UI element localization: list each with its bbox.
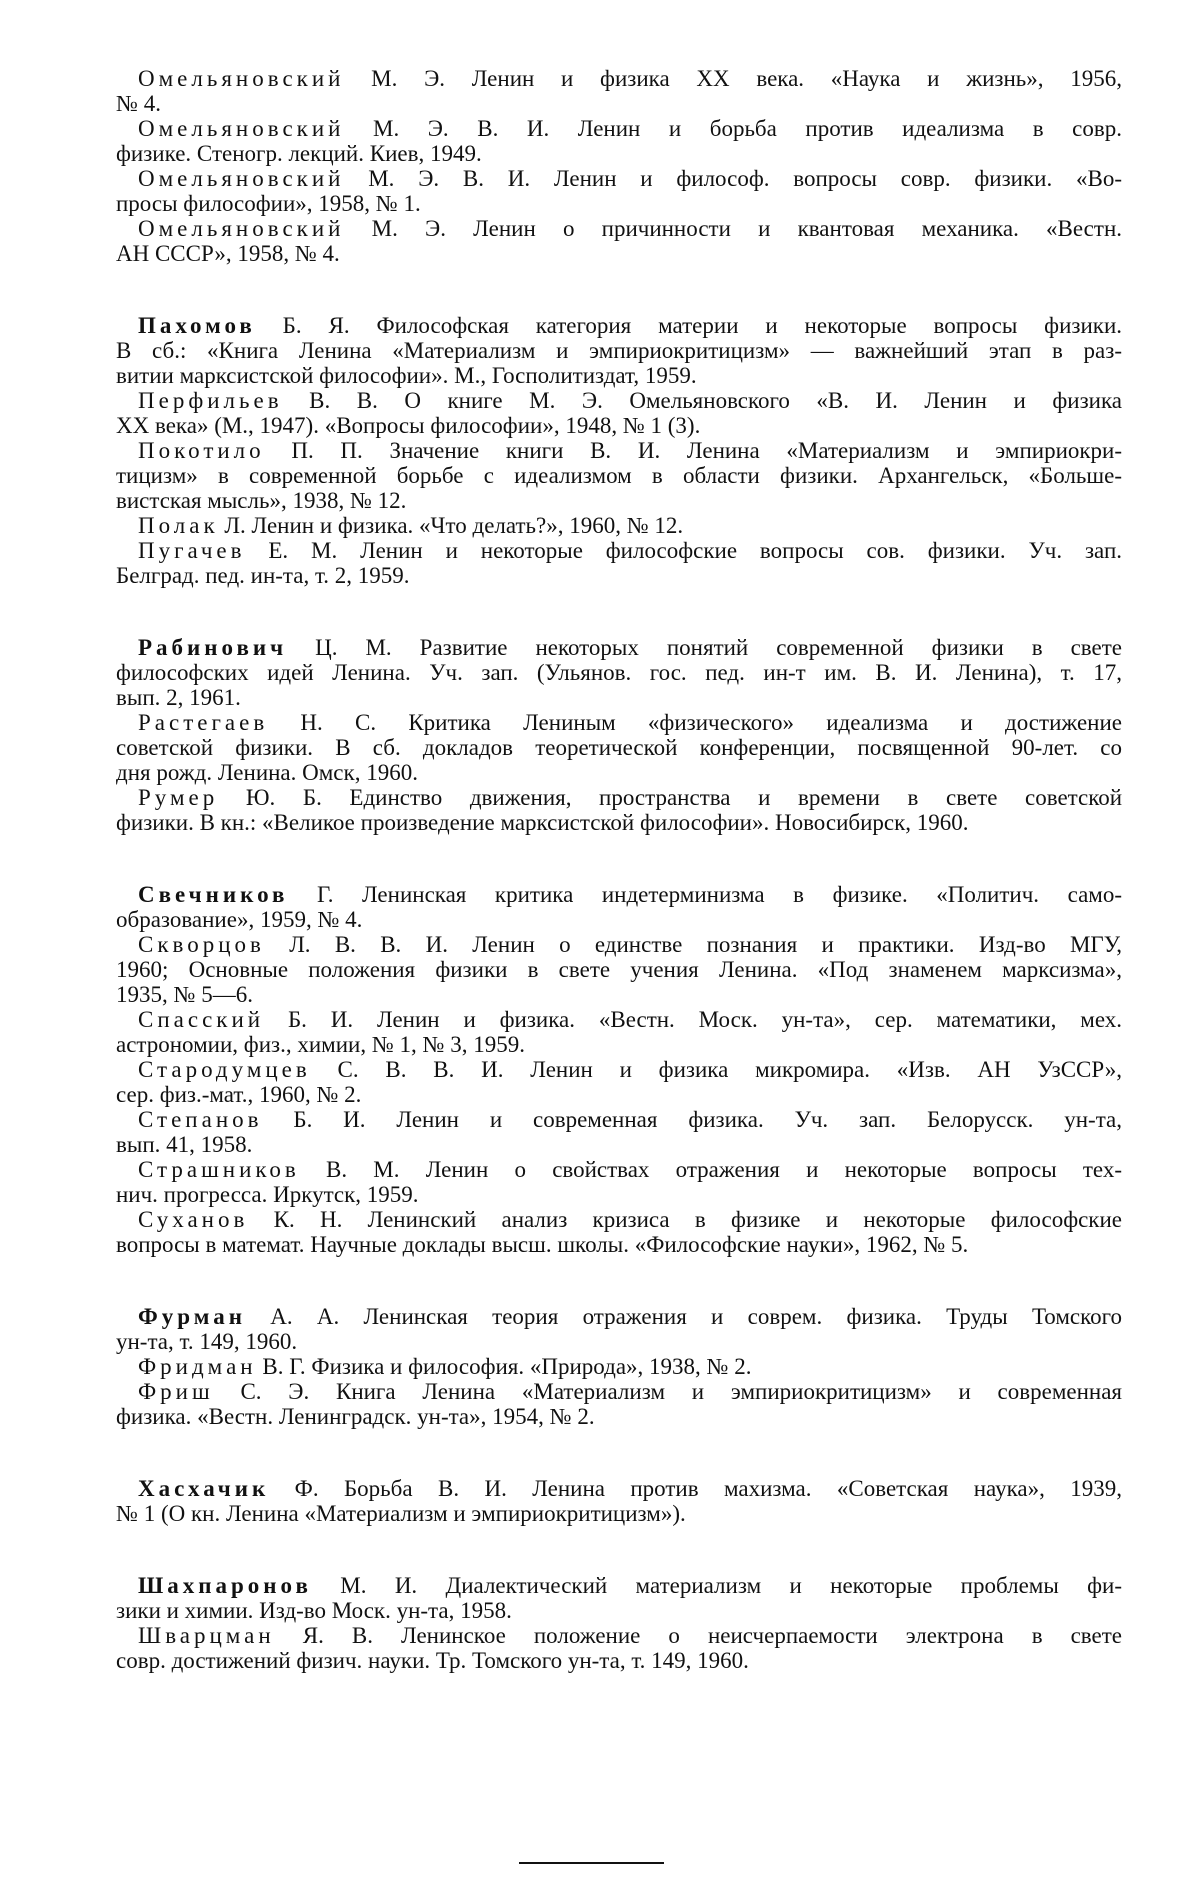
entry-text: Б. Я. Философская категория материи и некоторые вопросы физики. [282, 313, 1122, 338]
bibliography-entry [116, 438, 1122, 513]
entry-text: М. И. Диалектический материализм и некоторые проблемы фи- [340, 1573, 1122, 1598]
entry-text: № 1 (О кн. Ленина «Материализм и эмпириокритицизм»). [116, 1501, 686, 1526]
entry-text: Ф. Борьба В. И. Ленина против махизма. «Советская наука», 1939, [294, 1476, 1122, 1501]
bibliography-entry [116, 932, 1122, 1007]
entry-text: дня рожд. Ленина. Омск, 1960. [116, 760, 418, 785]
entry-text: Ц. М. Развитие некоторых понятий современной физики в свете [315, 635, 1122, 660]
entry-author: Омельяновский [138, 166, 345, 191]
bibliography-entry [116, 66, 1122, 116]
entry-continuation-line [116, 735, 1122, 760]
entry-text: 1960; Основные положения физики в свете учения Ленина. «Под знаменем марксизма», [116, 957, 1122, 982]
bibliography-entry [116, 1107, 1122, 1157]
entry-continuation-line [116, 241, 1122, 266]
entry-author: Фриш [138, 1379, 214, 1404]
entry-text: витии марксистской философии». М., Госполитиздат, 1959. [116, 363, 697, 388]
entry-text: Б. И. Ленин и физика. «Вестн. Моск. ун-та», сер. математики, мех. [287, 1007, 1122, 1032]
entry-author: Спасский [138, 1007, 265, 1032]
entry-first-line [138, 1057, 1122, 1082]
entry-continuation-line [116, 660, 1122, 685]
entry-text: просы философии», 1958, № 1. [116, 191, 421, 216]
bibliography-entry [116, 313, 1122, 388]
entry-text: Л. В. В. И. Ленин о единстве познания и практики. Изд-во МГУ, [289, 932, 1122, 957]
entry-continuation-line [116, 1648, 1122, 1673]
entry-text: К. Н. Ленинский анализ кризиса в физике и некоторые философские [273, 1207, 1122, 1232]
bibliography-entry [116, 1207, 1122, 1257]
entry-first-line [138, 1379, 1122, 1404]
entry-author: Хасхачик [138, 1476, 270, 1501]
bibliography-entry [116, 1623, 1122, 1673]
entry-first-line [138, 438, 1122, 463]
entry-author: Степанов [138, 1107, 263, 1132]
entry-first-line [138, 710, 1122, 735]
entry-continuation-line [116, 957, 1122, 982]
entry-author: Шахпаронов [138, 1573, 312, 1598]
entry-continuation-line [116, 1232, 1122, 1257]
entry-continuation-line [116, 810, 1122, 835]
entry-author: Рабинович [138, 635, 288, 660]
entry-text: Л. Ленин и физика. «Что делать?», 1960, № 12. [224, 513, 684, 538]
entry-continuation-line [116, 463, 1122, 488]
entry-text: физика. «Вестн. Ленинградск. ун-та», 1954, № 2. [116, 1404, 595, 1429]
bibliography-entry [116, 388, 1122, 438]
entry-author: Омельяновский [138, 66, 345, 91]
entry-text: 1935, № 5—6. [116, 982, 253, 1007]
entry-continuation-line [116, 413, 1122, 438]
entry-continuation-line [116, 1032, 1122, 1057]
bibliography-entry [138, 513, 1122, 538]
end-rule [519, 1862, 664, 1864]
bibliography-entry [116, 710, 1122, 785]
entry-text: АН СССР», 1958, № 4. [116, 241, 340, 266]
entry-continuation-line [116, 1082, 1122, 1107]
entry-author: Полак [138, 513, 219, 538]
entry-continuation-line [116, 91, 1122, 116]
entry-text: XX века» (М., 1947). «Вопросы философии», 1948, № 1 (3). [116, 413, 701, 438]
entry-author: Пахомов [138, 313, 256, 338]
entry-first-line [138, 1157, 1122, 1182]
entry-continuation-line [116, 1501, 1122, 1526]
entry-author: Фридман [138, 1354, 257, 1379]
bibliography-entry [116, 1573, 1122, 1623]
entry-text: зики и химии. Изд-во Моск. ун-та, 1958. [116, 1598, 512, 1623]
entry-author: Омельяновский [138, 116, 345, 141]
entry-continuation-line [116, 760, 1122, 785]
bibliography-entry [116, 1379, 1122, 1429]
entry-first-line [138, 116, 1122, 141]
entry-text: М. Э. В. И. Ленин и борьба против идеализма в совр. [373, 116, 1122, 141]
bibliography-entry [116, 1057, 1122, 1107]
bibliography-letter-group [116, 1573, 1122, 1673]
entry-first-line [138, 1354, 1122, 1379]
entry-text: физики. В кн.: «Великое произведение марксистской философии». Новосибирск, 1960. [116, 810, 969, 835]
entry-continuation-line [116, 1132, 1122, 1157]
entry-text: № 4. [116, 91, 161, 116]
bibliography-entry [116, 538, 1122, 588]
entry-continuation-line [116, 338, 1122, 363]
entry-continuation-line [116, 1329, 1122, 1354]
bibliography-letter-group [116, 882, 1122, 1257]
entry-text: Н. С. Критика Лениным «физического» идеализма и достижение [300, 710, 1122, 735]
entry-text: нич. прогресса. Иркутск, 1959. [116, 1182, 419, 1207]
entry-first-line [138, 882, 1122, 907]
entry-text: вопросы в математ. Научные доклады высш. школы. «Философские науки», 1962, № 5. [116, 1232, 969, 1257]
entry-text: П. П. Значение книги В. И. Ленина «Материализм и эмпириокри- [291, 438, 1122, 463]
entry-continuation-line [116, 563, 1122, 588]
entry-continuation-line [116, 1598, 1122, 1623]
entry-text: сер. физ.-мат., 1960, № 2. [116, 1082, 362, 1107]
bibliography-entry [116, 1304, 1122, 1354]
entry-author: Покотило [138, 438, 265, 463]
entry-author: Пугачев [138, 538, 246, 563]
entry-text: А. А. Ленинская теория отражения и соврем. физика. Труды Томского [270, 1304, 1122, 1329]
entry-first-line [138, 785, 1122, 810]
entry-continuation-line [116, 363, 1122, 388]
entry-continuation-line [116, 982, 1122, 1007]
entry-text: Белград. пед. ин-та, т. 2, 1959. [116, 563, 410, 588]
entry-author: Румер [138, 785, 219, 810]
entry-text: советской физики. В сб. докладов теоретической конференции, посвященной 90-лет. со [116, 735, 1122, 760]
entry-first-line [138, 1007, 1122, 1032]
entry-first-line [138, 932, 1122, 957]
bibliography-letter-group [116, 635, 1122, 835]
entry-continuation-line [116, 488, 1122, 513]
entry-text: Ю. Б. Единство движения, пространства и времени в свете советской [245, 785, 1122, 810]
entry-text: Б. И. Ленин и современная физика. Уч. зап. Белорусск. ун-та, [293, 1107, 1122, 1132]
entry-author: Стародумцев [138, 1057, 311, 1082]
entry-text: вистская мысль», 1938, № 12. [116, 488, 407, 513]
entry-text: М. Э. Ленин и физика XX века. «Наука и жизнь», 1956, [371, 66, 1122, 91]
entry-continuation-line [116, 1182, 1122, 1207]
entry-first-line [138, 1573, 1122, 1598]
entry-author: Свечников [138, 882, 289, 907]
entry-text: Г. Ленинская критика индетерминизма в физике. «Политич. само- [317, 882, 1122, 907]
entry-first-line [138, 166, 1122, 191]
entry-text: физике. Стеногр. лекций. Киев, 1949. [116, 141, 482, 166]
bibliography-letter-group [116, 1304, 1122, 1429]
entry-continuation-line [116, 141, 1122, 166]
entry-first-line [138, 1107, 1122, 1132]
entry-first-line [138, 1476, 1122, 1501]
entry-first-line [138, 635, 1122, 660]
entry-continuation-line [116, 1404, 1122, 1429]
entry-text: С. В. В. И. Ленин и физика микромира. «Изв. АН УзССР», [337, 1057, 1122, 1082]
bibliography-entry [116, 116, 1122, 166]
entry-text: В сб.: «Книга Ленина «Материализм и эмпириокритицизм» — важнейший этап в раз- [116, 338, 1122, 363]
entry-author: Скворцов [138, 932, 265, 957]
entry-first-line [138, 538, 1122, 563]
bibliography-entry [116, 1157, 1122, 1207]
entry-first-line [138, 216, 1122, 241]
bibliography-entry [116, 635, 1122, 710]
entry-first-line [138, 1207, 1122, 1232]
entry-text: вып. 2, 1961. [116, 685, 241, 710]
entry-text: философских идей Ленина. Уч. зап. (Ульянов. гос. пед. ин-т им. В. И. Ленина), т. 17, [116, 660, 1122, 685]
bibliography-entry [116, 166, 1122, 216]
entry-author: Фурман [138, 1304, 246, 1329]
entry-text: Е. М. Ленин и некоторые философские вопросы сов. физики. Уч. зап. [268, 538, 1122, 563]
entry-text: образование», 1959, № 4. [116, 907, 363, 932]
entry-first-line [138, 66, 1122, 91]
entry-text: Я. В. Ленинское положение о неисчерпаемости электрона в свете [302, 1623, 1122, 1648]
entry-continuation-line [116, 191, 1122, 216]
entry-text: вып. 41, 1958. [116, 1132, 253, 1157]
bibliography-entry [138, 1354, 1122, 1379]
entry-text: совр. достижений физич. науки. Тр. Томского ун-та, т. 149, 1960. [116, 1648, 749, 1673]
entry-author: Растегаев [138, 710, 269, 735]
bibliography-entry [116, 216, 1122, 266]
entry-text: В. М. Ленин о свойствах отражения и некоторые вопросы тех- [326, 1157, 1122, 1182]
entry-continuation-line [116, 685, 1122, 710]
entry-text: тицизм» в современной борьбе с идеализмом в области физики. Архангельск, «Больше- [116, 463, 1122, 488]
entry-first-line [138, 1304, 1122, 1329]
bibliography-entry [116, 785, 1122, 835]
bibliography-letter-group [116, 313, 1122, 588]
entry-text: В. Г. Физика и философия. «Природа», 1938, № 2. [262, 1354, 752, 1379]
entry-text: М. Э. Ленин о причинности и квантовая механика. «Вестн. [371, 216, 1122, 241]
entry-author: Омельяновский [138, 216, 345, 241]
entry-first-line [138, 313, 1122, 338]
bibliography-entry [116, 1007, 1122, 1057]
entry-first-line [138, 388, 1122, 413]
bibliography-entry [116, 1476, 1122, 1526]
entry-text: С. Э. Книга Ленина «Материализм и эмпириокритицизм» и современная [240, 1379, 1122, 1404]
entry-text: В. В. О книге М. Э. Омельяновского «В. И. Ленин и физика [309, 388, 1122, 413]
entry-author: Суханов [138, 1207, 249, 1232]
entry-text: астрономии, физ., химии, № 1, № 3, 1959. [116, 1032, 525, 1057]
entry-author: Страшников [138, 1157, 300, 1182]
entry-continuation-line [116, 907, 1122, 932]
entry-first-line [138, 513, 1122, 538]
entry-author: Шварцман [138, 1623, 275, 1648]
entry-author: Перфильев [138, 388, 283, 413]
entry-text: М. Э. В. И. Ленин и философ. вопросы совр. физики. «Во- [368, 166, 1122, 191]
bibliography-column [116, 66, 1122, 1673]
bibliography-letter-group [116, 66, 1122, 266]
bibliography-letter-group [116, 1476, 1122, 1526]
entry-text: ун-та, т. 149, 1960. [116, 1329, 298, 1354]
entry-first-line [138, 1623, 1122, 1648]
bibliography-entry [116, 882, 1122, 932]
